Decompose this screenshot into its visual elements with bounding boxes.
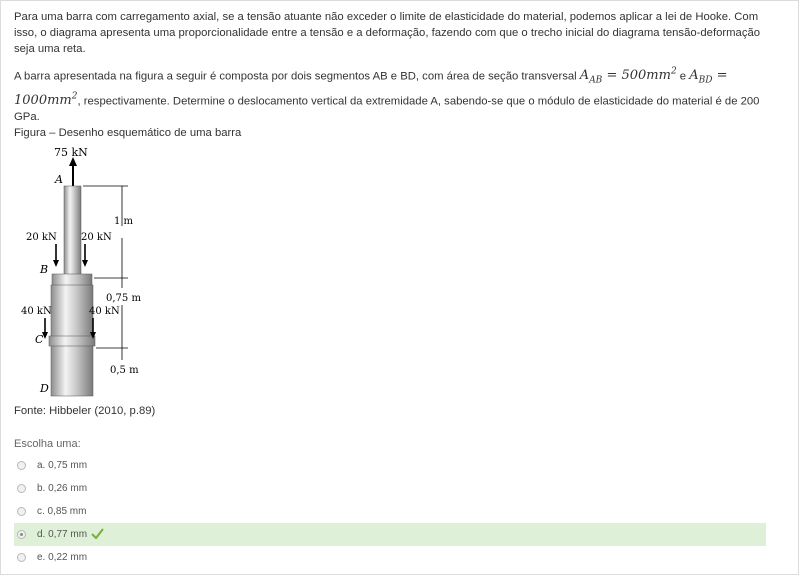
area-ab-formula: $A_{AB} = 500mm^2$ [579, 67, 677, 86]
question-paragraph-1: Para uma barra com carregamento axial, se a tensão atuante não exceder o limite de elasticidade do material, podemos aplicar a lei de Hooke. Com isso, o diagrama apresenta uma proporcionalidade entre a tensão e a deformação, fazendo com que o trecho inicial do diagrama tensão-deformação seja uma reta. [14, 11, 761, 55]
load-c-left-label: 40 kN [21, 306, 52, 317]
option-label[interactable]: e. 0,22 mm [37, 552, 88, 563]
load-b-left-label: 20 kN [26, 232, 57, 243]
radio-button[interactable] [17, 484, 26, 493]
question-text [14, 9, 774, 141]
dim-bc-label: 0,75 m [106, 293, 141, 304]
dim-ab-label: 1 m [114, 216, 134, 227]
radio-button[interactable] [17, 553, 26, 562]
load-top-label: 75 kN [54, 146, 88, 159]
radio-button[interactable] [17, 507, 26, 516]
figure-caption: Figura – Desenho esquemático de uma barra [14, 127, 242, 140]
dim-cd-label: 0,5 m [110, 365, 139, 376]
label-c: C [35, 333, 44, 346]
load-arrow-up-icon [69, 157, 77, 187]
segment-ab [64, 186, 81, 285]
option-label[interactable]: a. 0,75 mm [37, 460, 88, 471]
option-e[interactable] [14, 546, 766, 569]
radio-button-selected[interactable] [17, 530, 26, 539]
question-paragraph-2: A barra apresentada na figura a seguir é composta por dois segmentos AB e BD, com área de seção transversal $A_{AB} = 500mm^2$ e $A_{BD} = 1000mm^2$, respectivamente. Determine o deslocamento vertical da extremidade A, sabendo-se que o módulo de elasticidade do material é de 200 GPa. [14, 67, 760, 124]
load-b-right-label: 20 kN [81, 232, 112, 243]
figure-source: Fonte: Hibbeler (2010, p.89) [14, 405, 156, 417]
option-label[interactable]: d. 0,77 mm [37, 529, 88, 540]
step-b [52, 274, 92, 286]
option-label[interactable]: b. 0,26 mm [37, 483, 88, 494]
checkmark-icon [91, 528, 104, 542]
label-b: B [40, 263, 49, 276]
option-a[interactable] [14, 454, 766, 477]
option-c[interactable] [14, 500, 766, 523]
radio-button[interactable] [17, 461, 26, 470]
collar-c [49, 336, 95, 346]
load-c-right-label: 40 kN [89, 306, 120, 317]
choice-prompt: Escolha uma: [14, 438, 81, 450]
bar-figure [18, 140, 148, 400]
option-d[interactable] [14, 523, 766, 546]
option-label[interactable]: c. 0,85 mm [37, 506, 87, 517]
label-d: D [40, 382, 49, 395]
area-bd-formula: $A_{BD} = 1000mm^2$ [14, 68, 728, 109]
answer-options [14, 454, 766, 569]
label-a: A [55, 173, 63, 186]
option-b[interactable] [14, 477, 766, 500]
